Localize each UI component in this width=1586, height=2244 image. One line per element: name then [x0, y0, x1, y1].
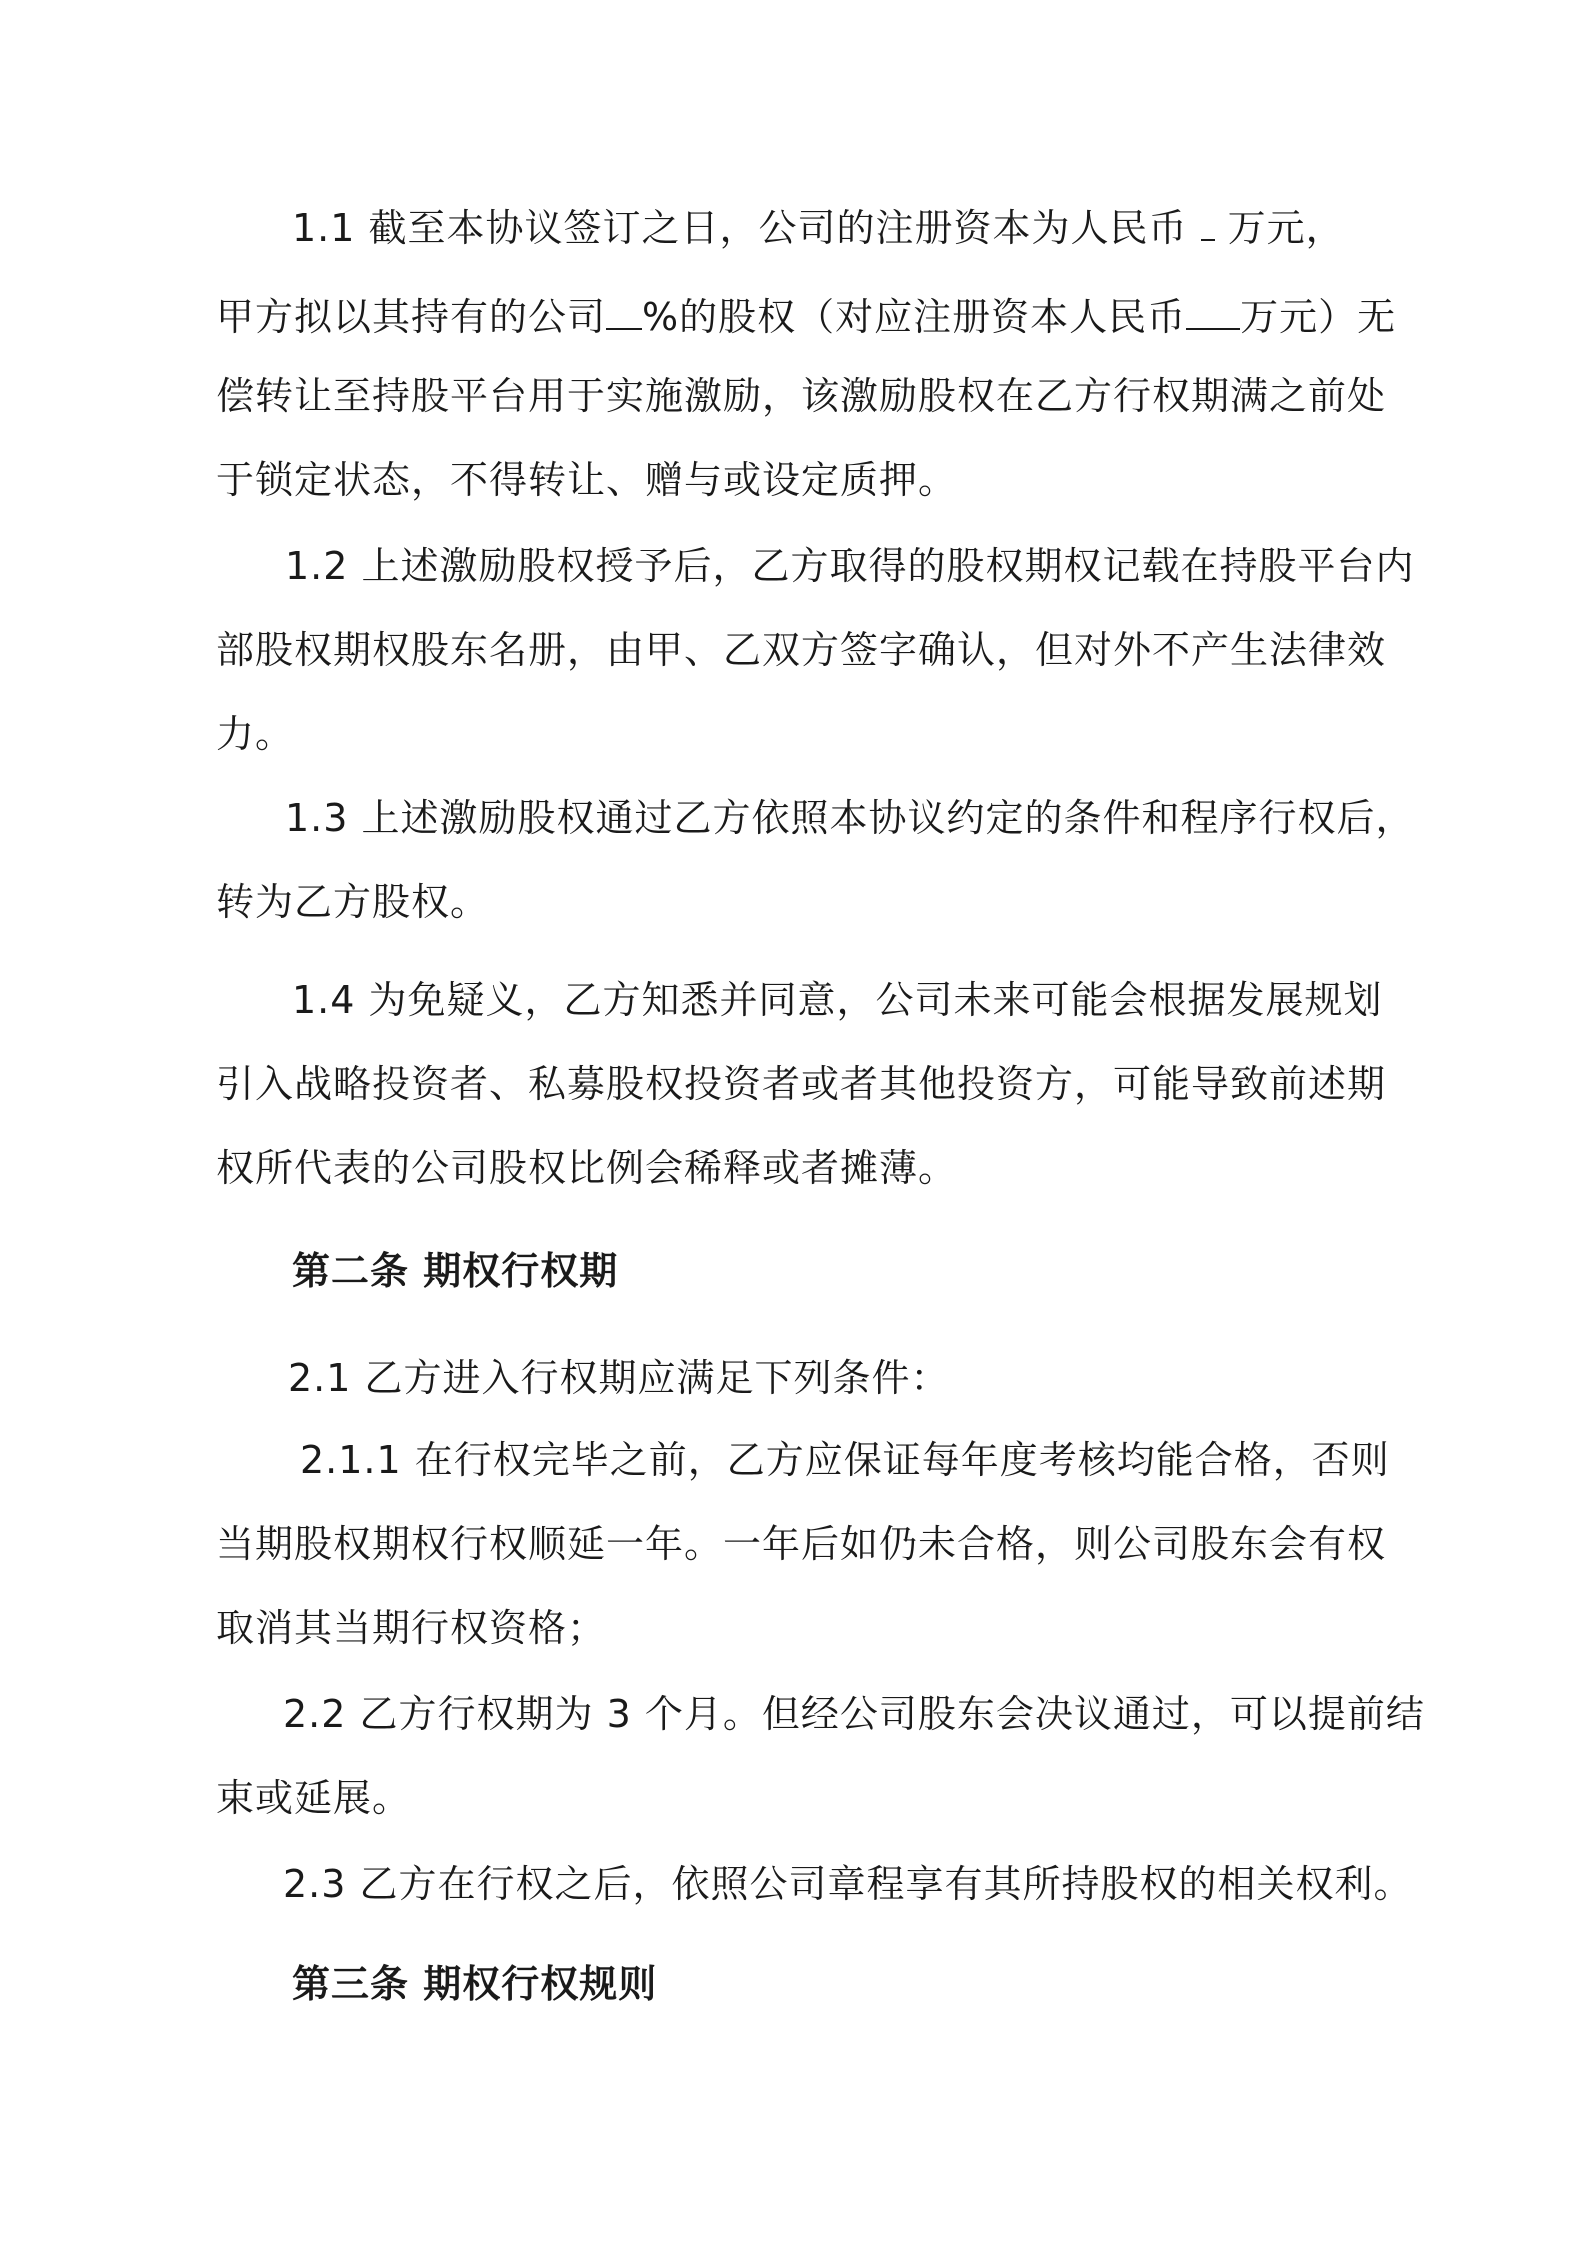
para-1-4-line-2: 引入战略投资者、私募股权投资者或者其他投资方，可能导致前述期: [216, 1062, 1387, 1106]
para-2-2-line-2: 束或延展。: [216, 1776, 412, 1820]
blank-underline: [1186, 298, 1240, 330]
para-1-3-line-2: 转为乙方股权。: [216, 880, 490, 924]
para-1-2-line-3: 力。: [216, 712, 295, 756]
para-1-4-line-1: 1.4 为免疑义，乙方知悉并同意，公司未来可能会根据发展规划: [292, 978, 1383, 1022]
para-2-2-line-1: 2.2 乙方行权期为 3 个月。但经公司股东会决议通过，可以提前结: [283, 1692, 1425, 1736]
para-1-1-line-1: [292, 204, 1345, 252]
text-segment: %的股权（对应注册资本人民币: [642, 295, 1187, 339]
para-1-1-line-4: 于锁定状态，不得转让、赠与或设定质押。: [216, 458, 958, 502]
blank-underline: [1201, 209, 1215, 241]
para-2-1-1-line-1: 2.1.1 在行权完毕之前，乙方应保证每年度考核均能合格，否则: [300, 1438, 1390, 1482]
text-segment: 万元，: [1214, 206, 1345, 250]
para-1-4-line-3: 权所代表的公司股权比例会稀释或者摊薄。: [216, 1146, 958, 1190]
para-2-3: 2.3 乙方在行权之后，依照公司章程享有其所持股权的相关权利。: [283, 1862, 1413, 1906]
para-1-2-line-2: 部股权期权股东名册，由甲、乙双方签字确认，但对外不产生法律效: [216, 628, 1387, 672]
para-1-1-line-3: 偿转让至持股平台用于实施激励，该激励股权在乙方行权期满之前处: [216, 374, 1387, 418]
para-2-1: 2.1 乙方进入行权期应满足下列条件：: [288, 1356, 950, 1400]
para-2-1-1-line-2: 当期股权期权行权顺延一年。一年后如仍未合格，则公司股东会有权: [216, 1522, 1387, 1566]
text-segment: 甲方拟以其持有的公司: [216, 295, 607, 339]
para-2-1-1-line-3: 取消其当期行权资格；: [216, 1606, 607, 1650]
para-1-1-line-2: [216, 293, 1396, 341]
article-3-heading: 第三条 期权行权规则: [292, 1962, 658, 2006]
blank-underline: [606, 298, 642, 330]
text-segment: 万元）无: [1240, 295, 1397, 339]
para-1-2-line-1: 1.2 上述激励股权授予后，乙方取得的股权期权记载在持股平台内: [285, 544, 1415, 588]
text-segment: 1.1 截至本协议签订之日，公司的注册资本为人民币: [292, 206, 1201, 250]
article-2-heading: 第二条 期权行权期: [292, 1249, 619, 1293]
para-1-3-line-1: 1.3 上述激励股权通过乙方依照本协议约定的条件和程序行权后，: [285, 796, 1415, 840]
